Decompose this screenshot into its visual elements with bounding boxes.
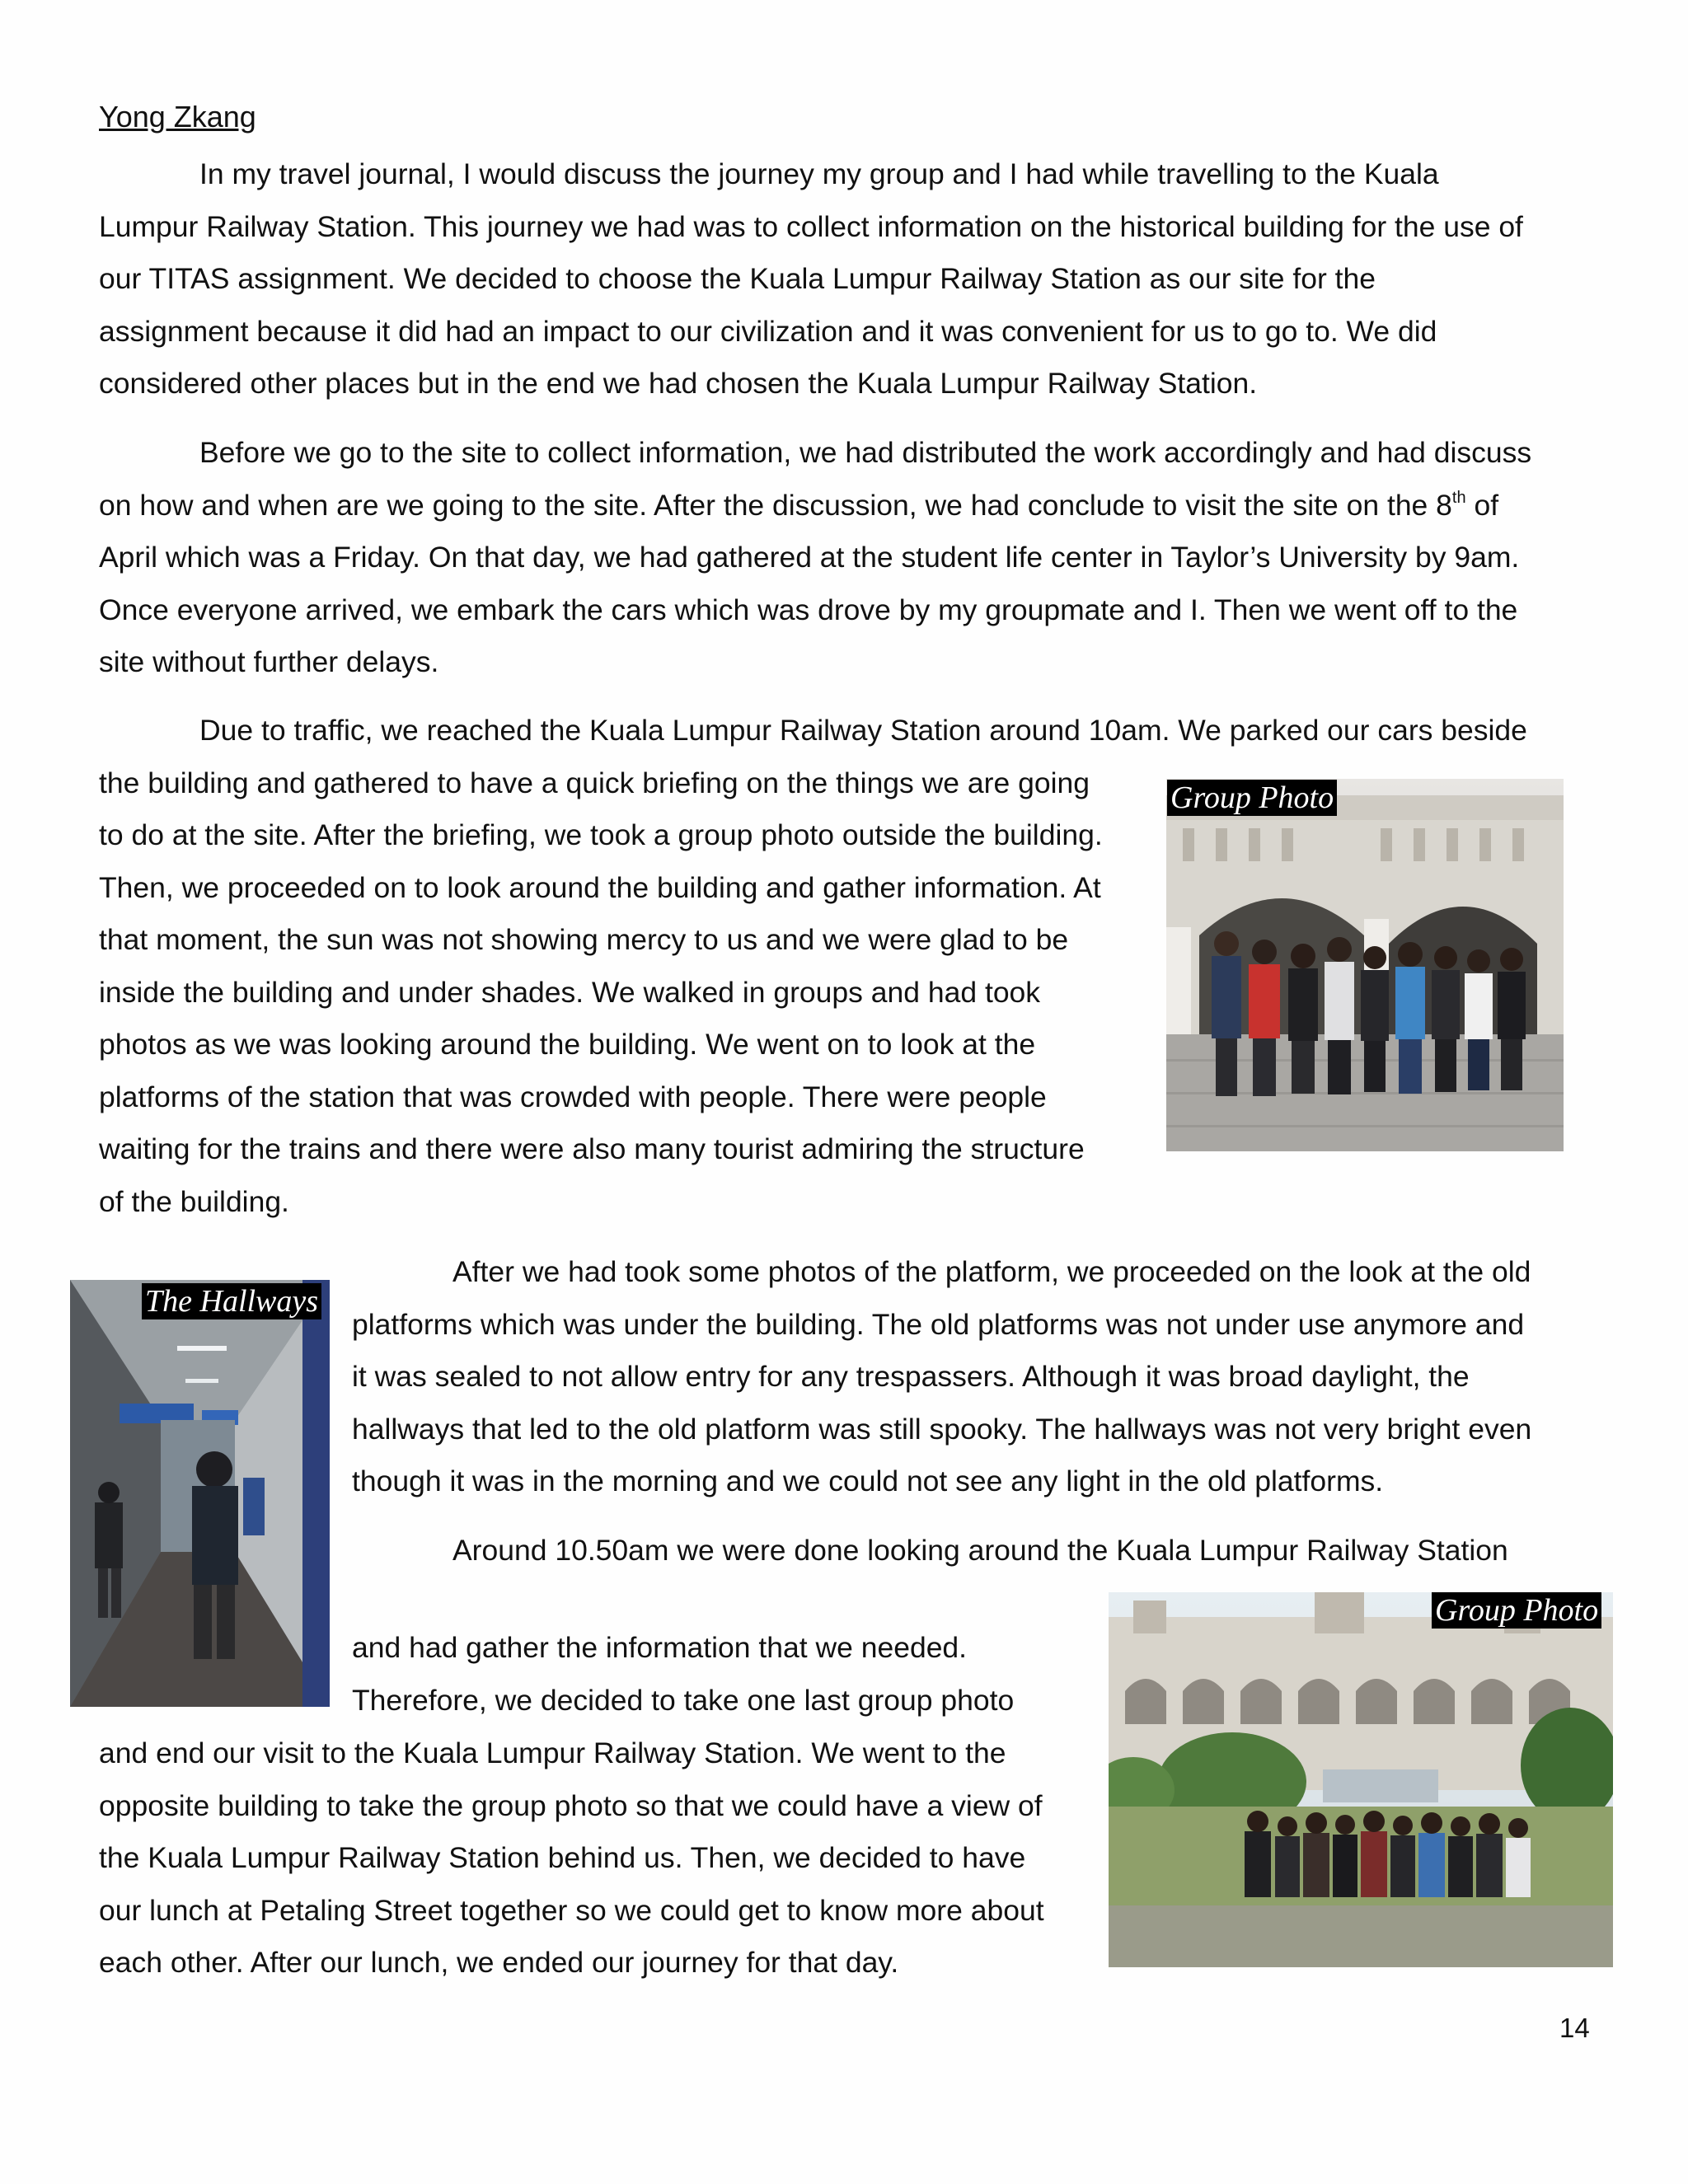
group-photo-1: [1166, 779, 1564, 1151]
p3-line-10: of the building.: [99, 1184, 289, 1218]
hallways-photo-image: [70, 1280, 330, 1707]
p4-line-1: After we had took some photos of the platform, we proceeded on the look at the old: [452, 1255, 1531, 1288]
hallways-photo-caption: The Hallways: [142, 1283, 321, 1319]
p3-line-6: inside the building and under shades. We walked in groups and had took: [99, 975, 1041, 1009]
p4-line-4: hallways that led to the old platform was still spooky. The hallways was not very bright even: [352, 1412, 1532, 1446]
p3-line-8: platforms of the station that was crowded with people. There were people: [99, 1080, 1047, 1113]
group-photo-2-caption: Group Photo: [1432, 1592, 1601, 1629]
p2-line-2b: of: [1465, 488, 1499, 522]
p5-line-3: Therefore, we decided to take one last group photo: [352, 1683, 1015, 1717]
p5-line-5: opposite building to take the group photo so that we could have a view of: [99, 1788, 1043, 1822]
p3-line-4: Then, we proceeded on to look around the building and gather information. At: [99, 870, 1101, 904]
p2-line-5: site without further delays.: [99, 645, 439, 678]
p5-line-4: and end our visit to the Kuala Lumpur Railway Station. We went to the: [99, 1736, 1006, 1769]
p5-line-2: and had gather the information that we needed.: [352, 1631, 968, 1664]
page-number: 14: [1559, 2013, 1590, 2043]
p5-line-1: Around 10.50am we were done looking around the Kuala Lumpur Railway Station: [452, 1534, 1508, 1567]
group-photo-2-image: [1109, 1592, 1613, 1967]
p1-line-3: our TITAS assignment. We decided to choose the Kuala Lumpur Railway Station as our site for the: [99, 262, 1376, 295]
paragraph-4: [352, 1246, 1531, 1508]
p3-line-9: waiting for the trains and there were also many tourist admiring the structure: [99, 1132, 1085, 1165]
p3-line-1: Due to traffic, we reached the Kuala Lumpur Railway Station around 10am. We parked our cars beside: [199, 714, 1527, 747]
hallways-photo: [70, 1280, 330, 1707]
paragraph-5-rest: [99, 1727, 1044, 1990]
p3-line-3: to do at the site. After the briefing, we took a group photo outside the building.: [99, 818, 1103, 851]
p5-line-8: each other. After our lunch, we ended our journey for that day.: [99, 1946, 899, 1979]
p2-line-4: Once everyone arrived, we embark the cars which was drove by my groupmate and I. Then we went off to the: [99, 593, 1518, 626]
p1-line-5: considered other places but in the end we had chosen the Kuala Lumpur Railway Station.: [99, 367, 1258, 400]
paragraph-5: [352, 1525, 1508, 1577]
group-photo-1-caption: Group Photo: [1167, 780, 1337, 816]
p3-line-7: photos as we was looking around the building. We went on to look at the: [99, 1028, 1036, 1061]
paragraph-5-continued: [352, 1622, 1014, 1727]
paragraph-1: [99, 148, 1523, 410]
group-photo-2: [1109, 1592, 1613, 1967]
author-name: Yong Zkang: [99, 100, 256, 134]
p2-line-1: Before we go to the site to collect information, we had distributed the work accordingly and had discuss: [199, 436, 1532, 469]
p1-line-1: In my travel journal, I would discuss the journey my group and I had while travelling to the Kuala: [199, 157, 1439, 190]
p2-line-2a: on how and when are we going to the site. After the discussion, we had conclude to visit the site on the 8: [99, 488, 1452, 522]
p4-line-5: though it was in the morning and we could not see any light in the old platforms.: [352, 1465, 1384, 1497]
p1-line-2: Lumpur Railway Station. This journey we had was to collect information on the historical building for the use of: [99, 209, 1523, 243]
group-photo-1-image: [1166, 779, 1564, 1151]
p4-line-3: it was sealed to not allow entry for any trespassers. Although it was broad daylight, the: [352, 1360, 1470, 1393]
p5-line-7: our lunch at Petaling Street together so we could get to know more about: [99, 1893, 1044, 1927]
p3-line-5: that moment, the sun was not showing mercy to us and we were glad to be: [99, 923, 1069, 956]
p2-line-3: April which was a Friday. On that day, we had gathered at the student life center in Taylor’s University by 9am.: [99, 541, 1520, 574]
p3-line-2: the building and gathered to have a quick briefing on the things we are going: [99, 766, 1090, 799]
p2-superscript: th: [1451, 488, 1466, 507]
p5-line-6: the Kuala Lumpur Railway Station behind us. Then, we decided to have: [99, 1841, 1026, 1874]
paragraph-2: [99, 427, 1531, 689]
p1-line-4: assignment because it did had an impact to our civilization and it was convenient for us to go to. We did: [99, 314, 1437, 348]
p4-line-2: platforms which was under the building. The old platforms was not under use anymore and: [352, 1307, 1525, 1341]
